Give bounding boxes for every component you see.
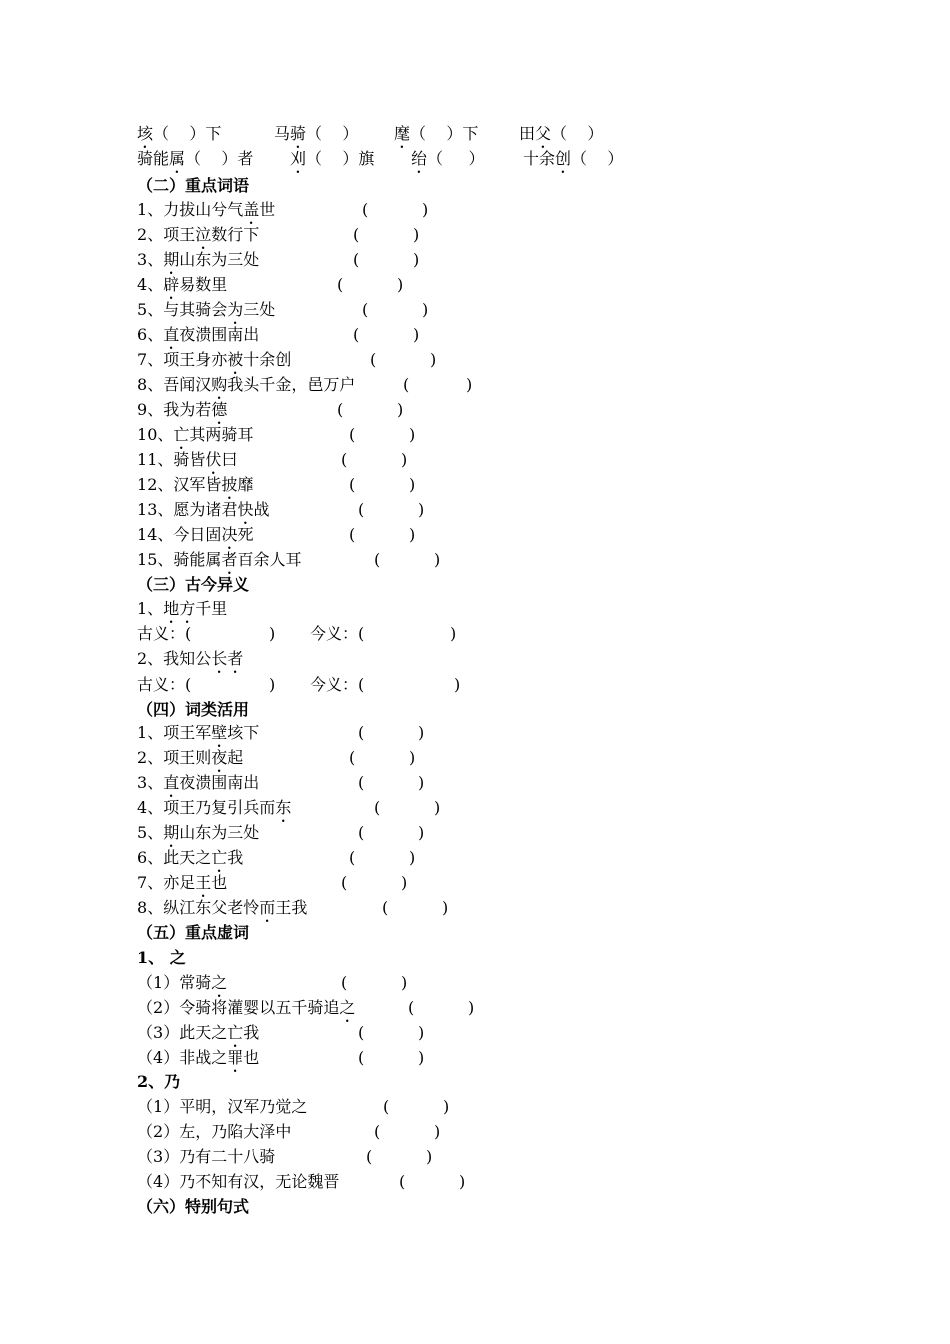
answer-paren-close: )	[397, 275, 404, 294]
modern-meaning-label: 今义：(	[310, 675, 365, 694]
answer-paren-close: )	[434, 1122, 441, 1141]
pinyin-item: 绐（ ）	[411, 149, 485, 168]
question-text: 6、直夜溃围南出	[137, 325, 260, 344]
pinyin-item: 垓（ ）下	[137, 124, 222, 143]
question-text: 1、力拔山兮气盖世	[137, 200, 276, 219]
answer-paren-close: )	[413, 250, 420, 269]
answer-paren-open: (	[366, 1147, 373, 1166]
answer-paren-open: (	[349, 475, 356, 494]
pinyin-item: 马骑（ ）	[274, 124, 359, 143]
answer-paren-close: )	[418, 500, 425, 519]
question-text: （4）乃不知有汉，无论魏晋	[137, 1172, 340, 1191]
answer-paren-close: )	[409, 748, 416, 767]
answer-paren-close: )	[443, 1097, 450, 1116]
answer-paren-close: )	[409, 848, 416, 867]
answer-paren-close: )	[418, 1023, 425, 1042]
question-text: 12、汉军皆披靡	[137, 475, 254, 494]
answer-paren-open: (	[374, 798, 381, 817]
answer-paren-open: (	[353, 250, 360, 269]
section-heading: （六）特别句式	[137, 1197, 250, 1216]
question-text: 5、期山东为三处	[137, 823, 260, 842]
answer-paren-open: (	[408, 998, 415, 1017]
question-text: （3）乃有二十八骑	[137, 1147, 276, 1166]
question-text: 6、此天之亡我	[137, 848, 244, 867]
ancient-meaning-label: 古义：(	[137, 624, 192, 643]
answer-paren-close: )	[409, 425, 416, 444]
answer-paren-close: )	[430, 350, 437, 369]
answer-paren-close: )	[442, 898, 449, 917]
question-text: 13、愿为诸君快战	[137, 500, 270, 519]
answer-paren-close: )	[422, 200, 429, 219]
answer-paren-close: )	[401, 973, 408, 992]
answer-paren-open: (	[382, 898, 389, 917]
question-text: 10、亡其两骑耳	[137, 425, 254, 444]
section-heading: （五）重点虚词	[137, 923, 250, 942]
answer-paren-close: )	[401, 873, 408, 892]
answer-paren-open: (	[349, 748, 356, 767]
answer-paren-open: (	[403, 375, 410, 394]
question-item: 2、我知公长者	[137, 649, 244, 668]
answer-paren-open: (	[383, 1097, 390, 1116]
ancient-meaning-label: 古义：(	[137, 675, 192, 694]
answer-paren-close: )	[422, 300, 429, 319]
question-text: 3、直夜溃围南出	[137, 773, 260, 792]
answer-paren-close: )	[466, 375, 473, 394]
answer-paren-close: )	[413, 225, 420, 244]
answer-paren-open: (	[358, 1048, 365, 1067]
subheading: 1、 之	[137, 948, 186, 967]
question-text: （1）常骑之	[137, 973, 228, 992]
answer-paren-close: )	[418, 773, 425, 792]
pinyin-item: 田父（ ）	[519, 124, 604, 143]
answer-paren-close: )	[397, 400, 404, 419]
answer-paren-close: )	[426, 1147, 433, 1166]
question-text: 9、我为若德	[137, 400, 228, 419]
answer-paren-open: (	[358, 773, 365, 792]
paren-close: )	[269, 675, 276, 694]
modern-meaning-label: 今义：(	[310, 624, 365, 643]
question-text: （4）非战之罪也	[137, 1048, 260, 1067]
question-text: 4、辟易数里	[137, 275, 228, 294]
question-text: 7、亦足王也	[137, 873, 228, 892]
question-text: 8、纵江东父老怜而王我	[137, 898, 308, 917]
paren-close: )	[269, 624, 276, 643]
question-text: （2）左，乃陷大泽中	[137, 1122, 292, 1141]
pinyin-item: 十余创（ ）	[523, 149, 624, 168]
question-text: 1、项王军壁垓下	[137, 723, 260, 742]
answer-paren-open: (	[358, 1023, 365, 1042]
section-heading: （二）重点词语	[137, 176, 250, 195]
question-text: 4、项王乃复引兵而东	[137, 798, 292, 817]
answer-paren-open: (	[358, 500, 365, 519]
question-text: 14、今日固决死	[137, 525, 254, 544]
subheading: 2、乃	[137, 1072, 181, 1091]
section-heading: （四）词类活用	[137, 700, 250, 719]
question-text: 7、项王身亦被十余创	[137, 350, 292, 369]
answer-paren-close: )	[434, 798, 441, 817]
answer-paren-open: (	[399, 1172, 406, 1191]
answer-paren-open: (	[374, 1122, 381, 1141]
pinyin-item: 麾（ ）下	[394, 124, 479, 143]
question-text: （1）平明，汉军乃觉之	[137, 1097, 308, 1116]
section-heading: （三）古今异义	[137, 575, 250, 594]
question-text: 5、与其骑会为三处	[137, 300, 276, 319]
answer-paren-open: (	[349, 525, 356, 544]
answer-paren-close: )	[409, 525, 416, 544]
answer-paren-close: )	[434, 550, 441, 569]
answer-paren-close: )	[418, 823, 425, 842]
answer-paren-open: (	[358, 823, 365, 842]
answer-paren-close: )	[413, 325, 420, 344]
answer-paren-open: (	[362, 300, 369, 319]
question-text: 11、骑皆伏曰	[137, 450, 238, 469]
paren-close: )	[454, 675, 461, 694]
answer-paren-open: (	[362, 200, 369, 219]
answer-paren-close: )	[459, 1172, 466, 1191]
pinyin-item: 骑能属（ ）者	[137, 149, 254, 168]
pinyin-item: 刈（ ）旗	[290, 149, 375, 168]
question-text: 8、吾闻汉购我头千金，邑万户	[137, 375, 356, 394]
answer-paren-open: (	[374, 550, 381, 569]
answer-paren-open: (	[341, 973, 348, 992]
question-text: （3）此天之亡我	[137, 1023, 260, 1042]
answer-paren-open: (	[349, 848, 356, 867]
paren-close: )	[450, 624, 457, 643]
question-item: 1、地方千里	[137, 599, 228, 618]
answer-paren-open: (	[341, 873, 348, 892]
answer-paren-open: (	[341, 450, 348, 469]
answer-paren-open: (	[370, 350, 377, 369]
answer-paren-close: )	[418, 723, 425, 742]
answer-paren-close: )	[409, 475, 416, 494]
answer-paren-open: (	[337, 275, 344, 294]
answer-paren-close: )	[468, 998, 475, 1017]
question-text: 2、项王泣数行下	[137, 225, 260, 244]
question-text: 2、项王则夜起	[137, 748, 244, 767]
answer-paren-open: (	[337, 400, 344, 419]
answer-paren-close: )	[418, 1048, 425, 1067]
answer-paren-open: (	[358, 723, 365, 742]
question-text: （2）令骑将灌婴以五千骑追之	[137, 998, 356, 1017]
answer-paren-close: )	[401, 450, 408, 469]
question-text: 15、骑能属者百余人耳	[137, 550, 302, 569]
answer-paren-open: (	[353, 325, 360, 344]
answer-paren-open: (	[349, 425, 356, 444]
answer-paren-open: (	[353, 225, 360, 244]
question-text: 3、期山东为三处	[137, 250, 260, 269]
